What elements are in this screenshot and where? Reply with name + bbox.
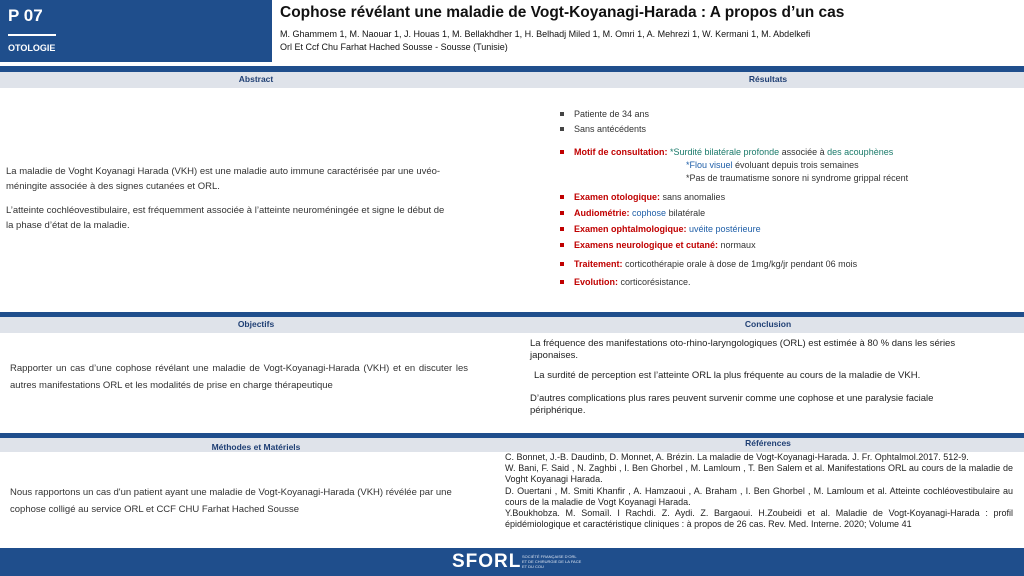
reference-item: W. Bani, F. Said , N. Zaghbi , I. Ben Ghorbel , M. Lamloum , T. Ben Salem et al. Manifestations ORL au cours de la maladie de Voght Koyanagi Harada. bbox=[505, 463, 1013, 485]
conclusion-paragraph-1: La fréquence des manifestations oto-rhino-laryngologiques (ORL) est estimée à 80 % dans les séries japonaises. bbox=[530, 338, 956, 361]
affiliation-line: Orl Et Ccf Chu Farhat Hached Sousse - Sousse (Tunisie) bbox=[280, 41, 508, 52]
result-otologic: Examen otologique: sans anomalies bbox=[560, 191, 1000, 204]
section-header-row bbox=[0, 72, 1024, 88]
results-list bbox=[560, 108, 1000, 289]
objectifs-body: Rapporter un cas d’une cophose révélant une maladie de Vogt-Koyanagi-Harada (VKH) et en discuter les autres manifestations ORL et les modalités de prise en charge thérapeutique bbox=[10, 363, 468, 391]
poster-badge bbox=[0, 0, 272, 62]
motif-line-3: *Pas de traumatisme sonore ni syndrome grippal récent bbox=[686, 173, 909, 183]
methods-body: Nous rapportons un cas d'un patient ayant une maladie de Vogt-Koyanagi-Harada (VKH) révélée par une cophose colligé au service ORL et CCF CHU Farhat Hached Sousse bbox=[10, 487, 452, 515]
poster-title: Cophose révélant une maladie de Vogt-Koyanagi-Harada : A propos d’un cas bbox=[280, 4, 845, 21]
abstract-paragraph-2: L’atteinte cochléovestibulaire, est fréquemment associée à l’atteinte neuroméningée et signe le début de la phase d’état de la maladie. bbox=[6, 205, 445, 231]
section-header-row bbox=[0, 317, 1024, 333]
conclusion-paragraph-2: La surdité de perception est l’atteinte ORL la plus fréquente au cours de la maladie de VKH. bbox=[534, 370, 921, 381]
abstract-body bbox=[6, 164, 452, 233]
poster-number: P 07 bbox=[8, 6, 43, 25]
authors-line: M. Ghammem 1, M. Naouar 1, J. Houas 1, M. Bellakhdher 1, H. Belhadj Miled 1, M. Omri 1, A. Mehrezi 1, W. Kermani 1, M. Abdelkefi bbox=[280, 29, 811, 39]
motif-label: Motif de consultation: bbox=[574, 147, 668, 157]
results-heading: Résultats bbox=[748, 74, 788, 84]
author-block bbox=[280, 28, 810, 53]
result-neuro: Examens neurologique et cutané: normaux bbox=[560, 239, 1000, 252]
motif-line-2: *Flou visuel évoluant depuis trois semaines bbox=[686, 160, 859, 170]
reference-item: Y.Boukhobza. M. Somaïl. I Rachdi. Z. Aydi. Z. Bargaoui. H.Zoubeidi et al. Maladie de Vogt-Koyanagi-Harada : profil épidémiologique et caractéristique cliniques : à propos de 26 cas. Rev. Med. Interne. 2020; Volume 41 bbox=[505, 508, 1013, 530]
result-ophthalmo: Examen ophtalmologique: uvéite postérieure bbox=[560, 223, 1000, 236]
objectifs-heading: Objectifs bbox=[237, 319, 275, 329]
result-patient: Patiente de 34 ans bbox=[560, 108, 1000, 121]
footer-bar bbox=[0, 548, 1024, 576]
conclusion-paragraph-3: D’autres complications plus rares peuvent survenir comme une cophose et une paralysie faciale périphérique. bbox=[530, 393, 934, 416]
result-evolution: Evolution: corticorésistance. bbox=[560, 276, 1000, 289]
abstract-paragraph-1: La maladie de Voght Koyanagi Harada (VKH) est une maladie auto immune caractérisée par une uvéo-méningite associée à des signes cutanées et ORL. bbox=[6, 166, 441, 192]
result-motif: Motif de consultation: *Surdité bilatérale profonde associée à des acouphènes *Flou visuel évoluant depuis trois semaines *Pas de traumatisme sonore ni syndrome grippal récent bbox=[560, 146, 1000, 185]
references-heading: Références bbox=[745, 438, 791, 448]
conclusion-heading: Conclusion bbox=[744, 319, 792, 329]
references-list bbox=[505, 452, 1013, 530]
reference-item: C. Bonnet, J.-B. Daudinb, D. Monnet, A. Brézin. La maladie de Vogt-Koyanagi-Harada. J. Fr. Ophtalmol.2017. 512-9. bbox=[505, 452, 969, 462]
abstract-heading: Abstract bbox=[238, 74, 274, 84]
section-header-row bbox=[0, 438, 1024, 452]
result-treatment: Traitement: corticothérapie orale à dose de 1mg/kg/jr pendant 06 mois bbox=[560, 258, 1000, 271]
result-audiometry: Audiométrie: cophose bilatérale bbox=[560, 207, 1000, 220]
logo-text: SFORL bbox=[452, 551, 522, 572]
badge-divider bbox=[8, 34, 56, 36]
reference-item: D. Ouertani , M. Smiti Khanfir , A. Hamzaoui , A. Braham , I. Ben Ghorbel , M. Lamloum et al. Atteinte cochléovestibulaire au cours de la maladie de Vogt Koyanagi Harada. bbox=[505, 485, 1013, 507]
specialty-label: OTOLOGIE bbox=[8, 43, 56, 53]
logo-subtext: SOCIÉTÉ FRANÇAISE D'ORL ET DE CHIRURGIE DE LA FACE ET DU COU bbox=[522, 554, 582, 569]
methods-heading: Méthodes et Matériels bbox=[211, 442, 301, 452]
result-history: Sans antécédents bbox=[560, 123, 1000, 136]
